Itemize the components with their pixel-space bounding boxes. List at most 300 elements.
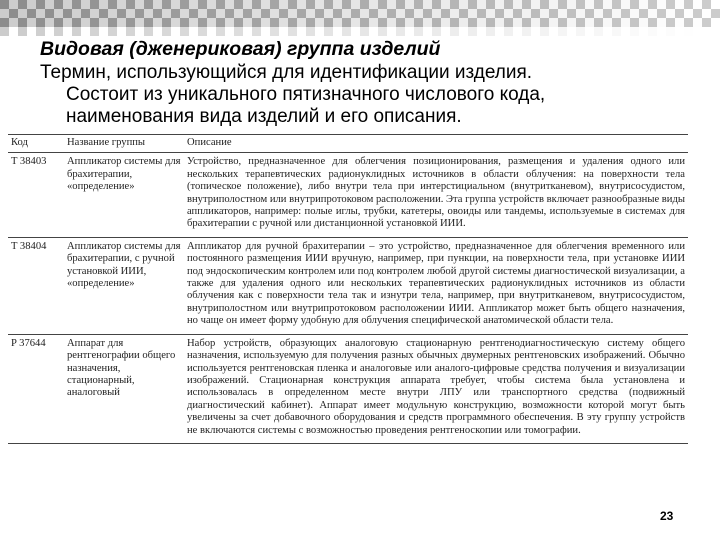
checker-cell (387, 0, 396, 9)
checker-cell (531, 0, 540, 9)
checker-cell (81, 0, 90, 9)
checker-cell (405, 9, 414, 18)
checker-cell (360, 9, 369, 18)
checker-cell (180, 0, 189, 9)
checker-cell (594, 0, 603, 9)
checker-cell (63, 18, 72, 27)
checker-cell (18, 9, 27, 18)
checker-cell (243, 9, 252, 18)
checker-cell (54, 18, 63, 27)
checker-cell (342, 27, 351, 36)
checker-cell (405, 0, 414, 9)
checker-cell (9, 0, 18, 9)
checker-cell (171, 0, 180, 9)
checker-cell (468, 18, 477, 27)
checker-cell (216, 0, 225, 9)
checker-cell (567, 27, 576, 36)
checker-cell (18, 18, 27, 27)
checker-cell (612, 27, 621, 36)
checker-cell (207, 27, 216, 36)
checker-cell (9, 27, 18, 36)
checker-cell (495, 0, 504, 9)
row-description: Устройство, предназначенное для облегчения позиционирования, размещения и удаления одного или нескольких терапевтических радионуклидных источников в области облучения: на поверхности тела (топическое положение), либо внутри тела при интерстициальном (внутритканевом), внутрисосудистом, внутриполостном или внутрипротоковом расположении. Эта группа устройств включает разнообразные виды аппликаторов, например: полые иглы, трубки, катетеры, овоиды или тандемы, используемые в системах для брахитерапии с ручной или дистанционной установкой ИИИ. (184, 153, 688, 237)
checker-cell (72, 27, 81, 36)
checker-cell (441, 18, 450, 27)
checker-cell (414, 9, 423, 18)
checker-cell (234, 18, 243, 27)
checker-cell (63, 27, 72, 36)
checker-cell (657, 9, 666, 18)
checker-cell (36, 0, 45, 9)
checker-cell (261, 27, 270, 36)
checker-cell (162, 18, 171, 27)
checker-cell (234, 27, 243, 36)
checker-cell (522, 27, 531, 36)
checker-cell (621, 27, 630, 36)
checker-cell (198, 0, 207, 9)
checker-cell (639, 9, 648, 18)
checker-cell (684, 27, 693, 36)
checker-cell (414, 18, 423, 27)
checker-cell (603, 18, 612, 27)
checker-cell (387, 18, 396, 27)
checker-cell (648, 18, 657, 27)
checker-cell (153, 18, 162, 27)
checker-cell (576, 27, 585, 36)
checker-cell (648, 27, 657, 36)
checker-cell (594, 18, 603, 27)
checker-cell (90, 0, 99, 9)
checker-cell (99, 9, 108, 18)
checker-cell (54, 9, 63, 18)
row-name: Аппликатор системы для брахитерапии, «определение» (64, 153, 184, 237)
checker-cell (702, 27, 711, 36)
checker-cell (342, 18, 351, 27)
checker-cell (369, 27, 378, 36)
checker-cell (477, 9, 486, 18)
checker-cell (531, 9, 540, 18)
checker-cell (18, 0, 27, 9)
checker-cell (333, 27, 342, 36)
checker-cell (180, 27, 189, 36)
table-row (8, 334, 688, 443)
checker-cell (351, 27, 360, 36)
checker-cell (216, 18, 225, 27)
checker-cell (225, 0, 234, 9)
checker-cell (279, 27, 288, 36)
checker-cell (9, 18, 18, 27)
header-group-name: Название группы (64, 135, 184, 153)
checker-cell (513, 27, 522, 36)
checker-cell (45, 18, 54, 27)
checker-cell (99, 18, 108, 27)
checker-cell (567, 18, 576, 27)
checker-cell (558, 9, 567, 18)
checker-cell (612, 18, 621, 27)
checker-cell (495, 9, 504, 18)
checker-cell (135, 27, 144, 36)
checker-cell (369, 0, 378, 9)
checker-cell (423, 9, 432, 18)
checker-cell (315, 9, 324, 18)
checker-cell (630, 9, 639, 18)
checker-cell (558, 27, 567, 36)
checker-cell (243, 18, 252, 27)
checker-cell (603, 27, 612, 36)
checker-cell (252, 27, 261, 36)
device-group-table (8, 134, 688, 444)
checker-cell (450, 18, 459, 27)
checker-cell (567, 0, 576, 9)
row-name: Аппарат для рентгенографии общего назначения, стационарный, аналоговый (64, 334, 184, 443)
checker-cell (414, 27, 423, 36)
checker-cell (540, 0, 549, 9)
checker-cell (423, 27, 432, 36)
checker-cell (270, 27, 279, 36)
checker-cell (675, 9, 684, 18)
checker-cell (288, 27, 297, 36)
checker-cell (639, 27, 648, 36)
checker-cell (405, 18, 414, 27)
definition-line: наименования вида изделий и его описания. (66, 106, 462, 127)
checker-cell (459, 0, 468, 9)
checker-cell (684, 18, 693, 27)
checker-cell (612, 9, 621, 18)
definition-line: Состоит из уникального пятизначного числового кода, (66, 84, 546, 105)
checker-cell (81, 27, 90, 36)
checker-cell (504, 9, 513, 18)
checker-cell (153, 0, 162, 9)
checker-cell (72, 18, 81, 27)
checker-cell (198, 18, 207, 27)
checker-cell (657, 18, 666, 27)
checker-cell (432, 27, 441, 36)
checker-cell (567, 9, 576, 18)
checker-cell (261, 18, 270, 27)
checker-cell (243, 27, 252, 36)
checker-cell (585, 27, 594, 36)
checker-cell (432, 0, 441, 9)
checker-cell (189, 27, 198, 36)
checker-cell (0, 0, 9, 9)
checker-cell (180, 9, 189, 18)
checker-cell (144, 9, 153, 18)
checker-cell (252, 9, 261, 18)
slide-title: Видовая (дженериковая) группа изделий (40, 38, 441, 60)
checker-cell (540, 27, 549, 36)
checker-cell (171, 27, 180, 36)
checker-cell (144, 18, 153, 27)
checker-cell (621, 0, 630, 9)
checker-cell (72, 0, 81, 9)
checker-cell (36, 27, 45, 36)
checker-cell (261, 9, 270, 18)
checker-cell (666, 0, 675, 9)
checker-cell (279, 0, 288, 9)
checker-cell (117, 9, 126, 18)
checker-cell (549, 18, 558, 27)
checker-cell (585, 0, 594, 9)
checker-cell (504, 27, 513, 36)
checker-cell (99, 27, 108, 36)
checker-cell (594, 9, 603, 18)
checker-cell (405, 27, 414, 36)
checker-cell (270, 0, 279, 9)
checker-cell (396, 9, 405, 18)
checker-cell (117, 0, 126, 9)
checker-cell (324, 27, 333, 36)
checker-cell (549, 9, 558, 18)
checker-cell (333, 0, 342, 9)
checker-cell (45, 0, 54, 9)
checker-cell (504, 18, 513, 27)
checker-cell (585, 9, 594, 18)
checker-cell (360, 27, 369, 36)
checker-cell (648, 0, 657, 9)
checker-cell (648, 9, 657, 18)
checker-cell (396, 0, 405, 9)
checker-cell (459, 18, 468, 27)
checker-cell (702, 0, 711, 9)
checker-cell (603, 0, 612, 9)
checker-cell (279, 18, 288, 27)
checker-cell (576, 9, 585, 18)
checker-cell (612, 0, 621, 9)
checker-cell (432, 18, 441, 27)
checker-cell (666, 27, 675, 36)
checker-cell (342, 9, 351, 18)
checker-cell (279, 9, 288, 18)
row-code: P 37644 (8, 334, 64, 443)
checker-cell (594, 27, 603, 36)
checker-cell (0, 27, 9, 36)
checker-cell (135, 0, 144, 9)
checker-cell (108, 18, 117, 27)
checker-cell (342, 0, 351, 9)
checker-cell (297, 0, 306, 9)
checker-cell (675, 18, 684, 27)
checker-cell (621, 18, 630, 27)
checker-cell (108, 27, 117, 36)
header-description: Описание (184, 135, 688, 153)
checker-cell (585, 18, 594, 27)
checker-cell (90, 27, 99, 36)
checker-cell (198, 9, 207, 18)
checker-cell (207, 9, 216, 18)
checker-cell (693, 9, 702, 18)
checker-cell (0, 18, 9, 27)
page-number: 23 (660, 509, 674, 523)
checker-cell (351, 0, 360, 9)
checker-cell (702, 9, 711, 18)
checker-cell (117, 27, 126, 36)
checker-cell (108, 0, 117, 9)
checker-cell (261, 0, 270, 9)
checker-cell (432, 9, 441, 18)
checker-cell (468, 27, 477, 36)
checker-cell (117, 18, 126, 27)
checker-cell (225, 18, 234, 27)
checker-cell (126, 18, 135, 27)
checker-cell (81, 9, 90, 18)
checker-cell (630, 27, 639, 36)
checker-cell (234, 9, 243, 18)
checker-cell (684, 0, 693, 9)
checker-cell (504, 0, 513, 9)
checker-cell (234, 0, 243, 9)
checker-cell (522, 9, 531, 18)
checker-cell (315, 18, 324, 27)
checker-cell (189, 18, 198, 27)
checker-cell (576, 18, 585, 27)
checker-cell (306, 0, 315, 9)
checker-cell (81, 18, 90, 27)
checker-cell (27, 9, 36, 18)
checker-cell (477, 27, 486, 36)
checker-cell (360, 0, 369, 9)
checker-cell (657, 27, 666, 36)
checker-cell (540, 9, 549, 18)
row-code: T 38403 (8, 153, 64, 237)
checker-cell (144, 27, 153, 36)
checker-cell (531, 18, 540, 27)
checker-cell (576, 0, 585, 9)
checker-cell (693, 27, 702, 36)
checker-cell (333, 18, 342, 27)
checker-cell (360, 18, 369, 27)
checker-cell (414, 0, 423, 9)
checker-cell (450, 9, 459, 18)
checker-cell (486, 0, 495, 9)
checker-cell (189, 0, 198, 9)
checker-cell (198, 27, 207, 36)
checker-cell (126, 9, 135, 18)
checker-cell (639, 0, 648, 9)
checker-cell (666, 18, 675, 27)
checker-cell (603, 9, 612, 18)
checker-cell (45, 9, 54, 18)
checker-cell (486, 18, 495, 27)
checker-cell (387, 9, 396, 18)
checker-cell (675, 0, 684, 9)
checker-cell (207, 0, 216, 9)
checker-cell (162, 9, 171, 18)
checker-cell (441, 27, 450, 36)
checker-cell (468, 0, 477, 9)
checker-cell (27, 0, 36, 9)
checker-cell (171, 18, 180, 27)
checker-cell (549, 0, 558, 9)
checker-cell (162, 0, 171, 9)
checker-cell (549, 27, 558, 36)
checker-cell (324, 18, 333, 27)
checker-cell (513, 9, 522, 18)
checker-cell (324, 0, 333, 9)
checker-cell (513, 18, 522, 27)
checker-cell (243, 0, 252, 9)
row-code: T 38404 (8, 237, 64, 334)
checker-cell (378, 0, 387, 9)
checker-cell (396, 27, 405, 36)
checker-cell (126, 0, 135, 9)
checker-cell (711, 0, 720, 9)
checker-cell (108, 9, 117, 18)
checker-cell (144, 0, 153, 9)
checker-cell (630, 0, 639, 9)
checker-cell (630, 18, 639, 27)
checker-cell (306, 9, 315, 18)
checker-cell (486, 9, 495, 18)
checker-cell (153, 27, 162, 36)
checker-cell (135, 9, 144, 18)
checker-cell (378, 9, 387, 18)
checker-cell (675, 27, 684, 36)
checker-cell (171, 9, 180, 18)
checker-cell (459, 9, 468, 18)
checker-cell (423, 0, 432, 9)
checker-cell (369, 18, 378, 27)
checker-cell (621, 9, 630, 18)
checker-cell (27, 18, 36, 27)
checker-cell (126, 27, 135, 36)
checker-cell (486, 27, 495, 36)
checker-cell (693, 0, 702, 9)
definition-line: Термин, использующийся для идентификации изделия. (40, 62, 533, 83)
checker-cell (666, 9, 675, 18)
checker-cell (369, 9, 378, 18)
checker-cell (189, 9, 198, 18)
checker-cell (225, 27, 234, 36)
table-row (8, 237, 688, 334)
checker-cell (378, 18, 387, 27)
checker-cell (684, 9, 693, 18)
checker-cell (711, 18, 720, 27)
checker-cell (9, 9, 18, 18)
checker-cell (306, 27, 315, 36)
checker-cell (297, 18, 306, 27)
checker-cell (423, 18, 432, 27)
checker-cell (378, 27, 387, 36)
row-description: Аппликатор для ручной брахитерапии – это устройство, предназначенное для облегчения временного или постоянного размещения ИИИ вручную, например, при пункции, на поверхности тела, при установке ИИИ под эндоскопическим контролем или под контролем любой другой системы диагностической визуализации, а также для удаления одного или нескольких терапевтических радионуклидных источников из области облучения как с поверхности тела так и изнутри тела, например, при внутритканевом, внутрисосудистом, внутриполостном или внутрипротоковом расположении ИИИ. Аппликатор может быть общего назначения, но чаще он имеет форму удобную для облучения специфической анатомической области тела. (184, 237, 688, 334)
checker-cell (153, 9, 162, 18)
checker-cell (0, 9, 9, 18)
checker-cell (180, 18, 189, 27)
checker-cell (495, 27, 504, 36)
checker-cell (270, 9, 279, 18)
checker-cell (459, 27, 468, 36)
checker-cell (495, 18, 504, 27)
checker-cell (216, 27, 225, 36)
checker-cell (54, 0, 63, 9)
checker-cell (324, 9, 333, 18)
checker-cell (288, 18, 297, 27)
checker-cell (297, 27, 306, 36)
checker-cell (288, 9, 297, 18)
checker-cell (27, 27, 36, 36)
decorative-checker-band (0, 0, 720, 36)
checker-cell (441, 0, 450, 9)
checker-cell (99, 0, 108, 9)
checker-cell (162, 27, 171, 36)
checker-cell (63, 9, 72, 18)
checker-cell (45, 27, 54, 36)
checker-cell (711, 9, 720, 18)
checker-cell (450, 0, 459, 9)
checker-cell (252, 0, 261, 9)
checker-cell (540, 18, 549, 27)
checker-cell (216, 9, 225, 18)
checker-cell (252, 18, 261, 27)
